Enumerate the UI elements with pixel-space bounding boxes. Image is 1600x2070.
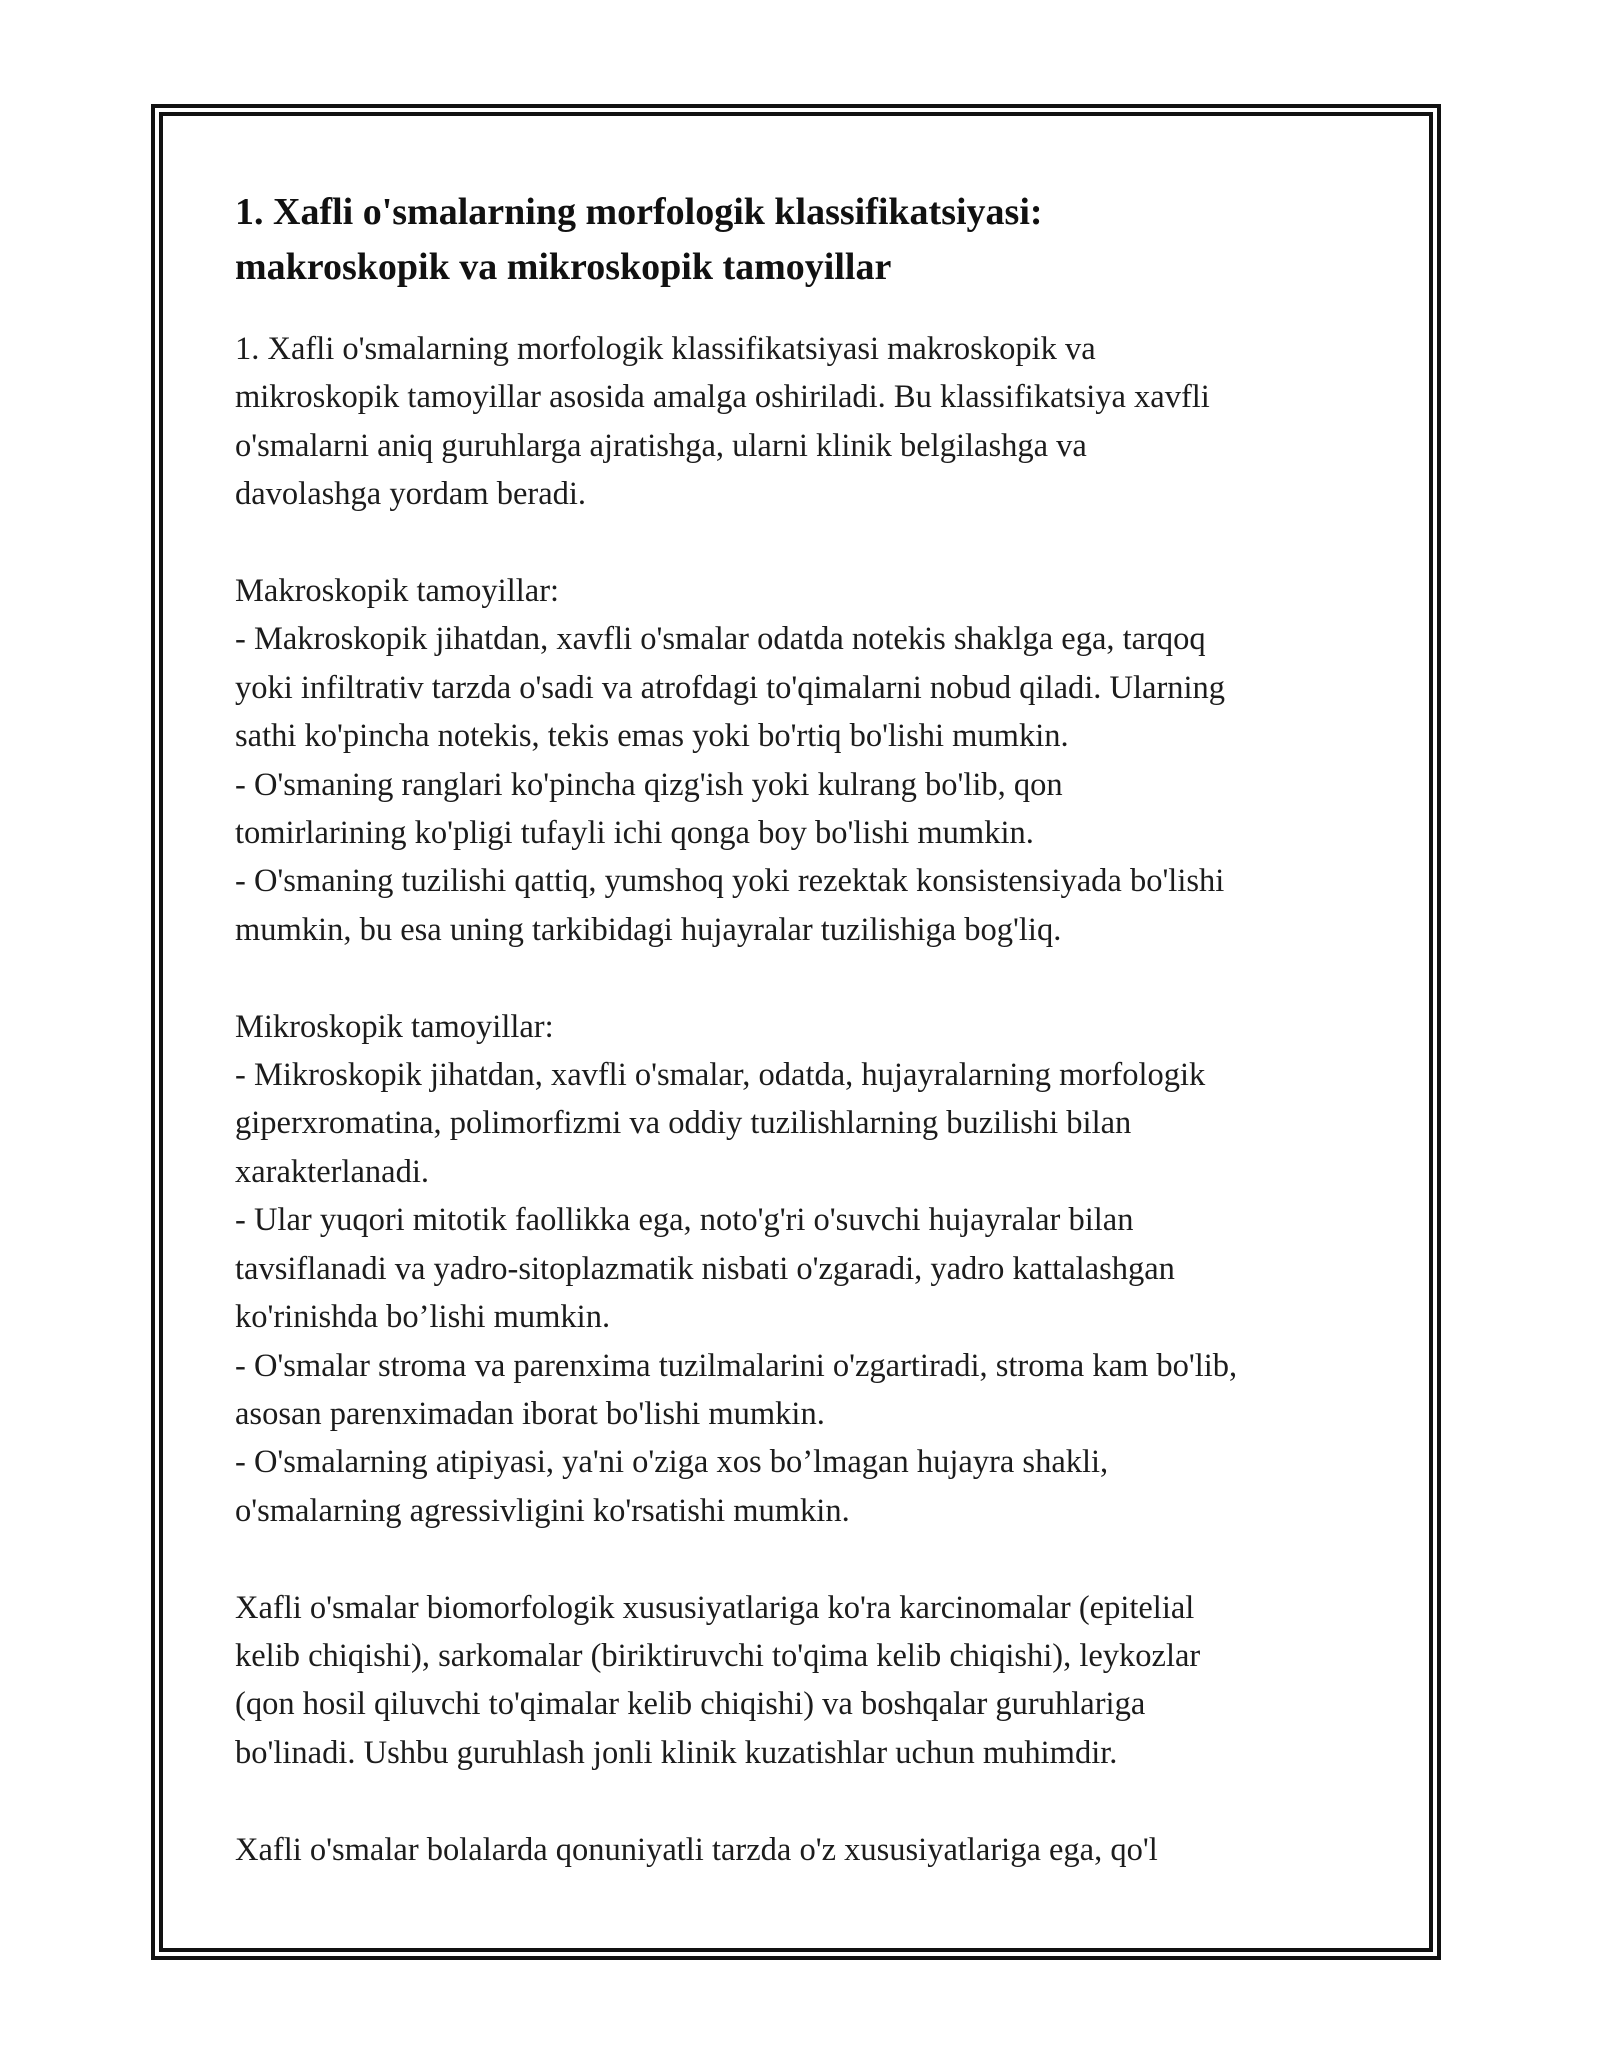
text-line: mumkin, bu esa uning tarkibidagi hujayralar tuzilishiga bog'liq. bbox=[235, 911, 1062, 948]
text-line: sathi ko'pincha notekis, tekis emas yoki bo'rtiq bo'lishi mumkin. bbox=[235, 718, 1069, 755]
text-line: mikroskopik tamoyillar asosida amalga oshiriladi. Bu klassifikatsiya xavfli bbox=[235, 379, 1210, 416]
document-body bbox=[235, 185, 1375, 1874]
text-line: - Makroskopik jihatdan, xavfli o'smalar odatda notekis shaklga ega, tarqoq bbox=[235, 621, 1206, 658]
text-line: - Ular yuqori mitotik faollikka ega, noto'g'ri o'suvchi hujayralar bilan bbox=[235, 1202, 1134, 1239]
paragraph-gap bbox=[235, 954, 1375, 1002]
section-title-line: makroskopik va mikroskopik tamoyillar bbox=[235, 246, 892, 288]
classification-paragraph bbox=[235, 1584, 1375, 1778]
macroscopic-paragraph bbox=[235, 567, 1375, 954]
text-line: Xafli o'smalar bolalarda qonuniyatli tarzda o'z xususiyatlariga ega, qo'l bbox=[235, 1831, 1158, 1868]
text-line: - O'smaning tuzilishi qattiq, yumshoq yoki rezektak konsistensiyada bo'lishi bbox=[235, 863, 1225, 900]
text-line: 1. Xafli o'smalarning morfologik klassifikatsiyasi makroskopik va bbox=[235, 331, 1096, 367]
text-line: yoki infiltrativ tarzda o'sadi va atrofdagi to'qimalarni nobud qiladi. Ularning bbox=[235, 669, 1226, 706]
text-line: - O'smalarning atipiyasi, ya'ni o'ziga xos bo’lmagan hujayra shakli, bbox=[235, 1444, 1109, 1481]
subheading-line: Makroskopik tamoyillar: bbox=[235, 573, 560, 610]
text-line: kelib chiqishi), sarkomalar (biriktiruvchi to'qima kelib chiqishi), leykozlar bbox=[235, 1637, 1201, 1674]
children-paragraph bbox=[235, 1826, 1375, 1874]
microscopic-paragraph bbox=[235, 1003, 1375, 1535]
text-line: giperxromatina, polimorfizmi va oddiy tuzilishlarning buzilishi bilan bbox=[235, 1105, 1132, 1142]
section-title-line: 1. Xafli o'smalarning morfologik klassifikatsiyasi: bbox=[235, 191, 1043, 233]
text-line: - O'smalar stroma va parenxima tuzilmalarini o'zgartiradi, stroma kam bo'lib, bbox=[235, 1347, 1238, 1384]
text-line: - Mikroskopik jihatdan, xavfli o'smalar, odatda, hujayralarning morfologik bbox=[235, 1057, 1206, 1094]
text-line: (qon hosil qiluvchi to'qimalar kelib chiqishi) va boshqalar guruhlariga bbox=[235, 1686, 1146, 1723]
text-line: Xafli o'smalar biomorfologik xususiyatlariga ko'ra karcinomalar (epitelial bbox=[235, 1589, 1195, 1626]
section-title bbox=[235, 185, 1375, 295]
subheading-line: Mikroskopik tamoyillar: bbox=[235, 1008, 554, 1045]
paragraph-gap bbox=[235, 1535, 1375, 1583]
text-line: tavsiflanadi va yadro-sitoplazmatik nisbati o'zgaradi, yadro kattalashgan bbox=[235, 1250, 1175, 1287]
intro-paragraph bbox=[235, 325, 1375, 519]
text-line: o'smalarning agressivligini ko'rsatishi mumkin. bbox=[235, 1492, 850, 1529]
paragraph-gap bbox=[235, 519, 1375, 567]
text-line: ko'rinishda bo’lishi mumkin. bbox=[235, 1299, 611, 1336]
text-line: tomirlarining ko'pligi tufayli ichi qonga boy bo'lishi mumkin. bbox=[235, 815, 1034, 852]
text-line: asosan parenximadan iborat bo'lishi mumkin. bbox=[235, 1395, 825, 1432]
text-line: davolashga yordam beradi. bbox=[235, 476, 587, 513]
text-line: bo'linadi. Ushbu guruhlash jonli klinik kuzatishlar uchun muhimdir. bbox=[235, 1734, 1118, 1771]
text-line: o'smalarni aniq guruhlarga ajratishga, ularni klinik belgilashga va bbox=[235, 427, 1087, 464]
text-line: - O'smaning ranglari ko'pincha qizg'ish yoki kulrang bo'lib, qon bbox=[235, 766, 1063, 803]
paragraph-gap bbox=[235, 1777, 1375, 1825]
text-line: xarakterlanadi. bbox=[235, 1153, 429, 1190]
